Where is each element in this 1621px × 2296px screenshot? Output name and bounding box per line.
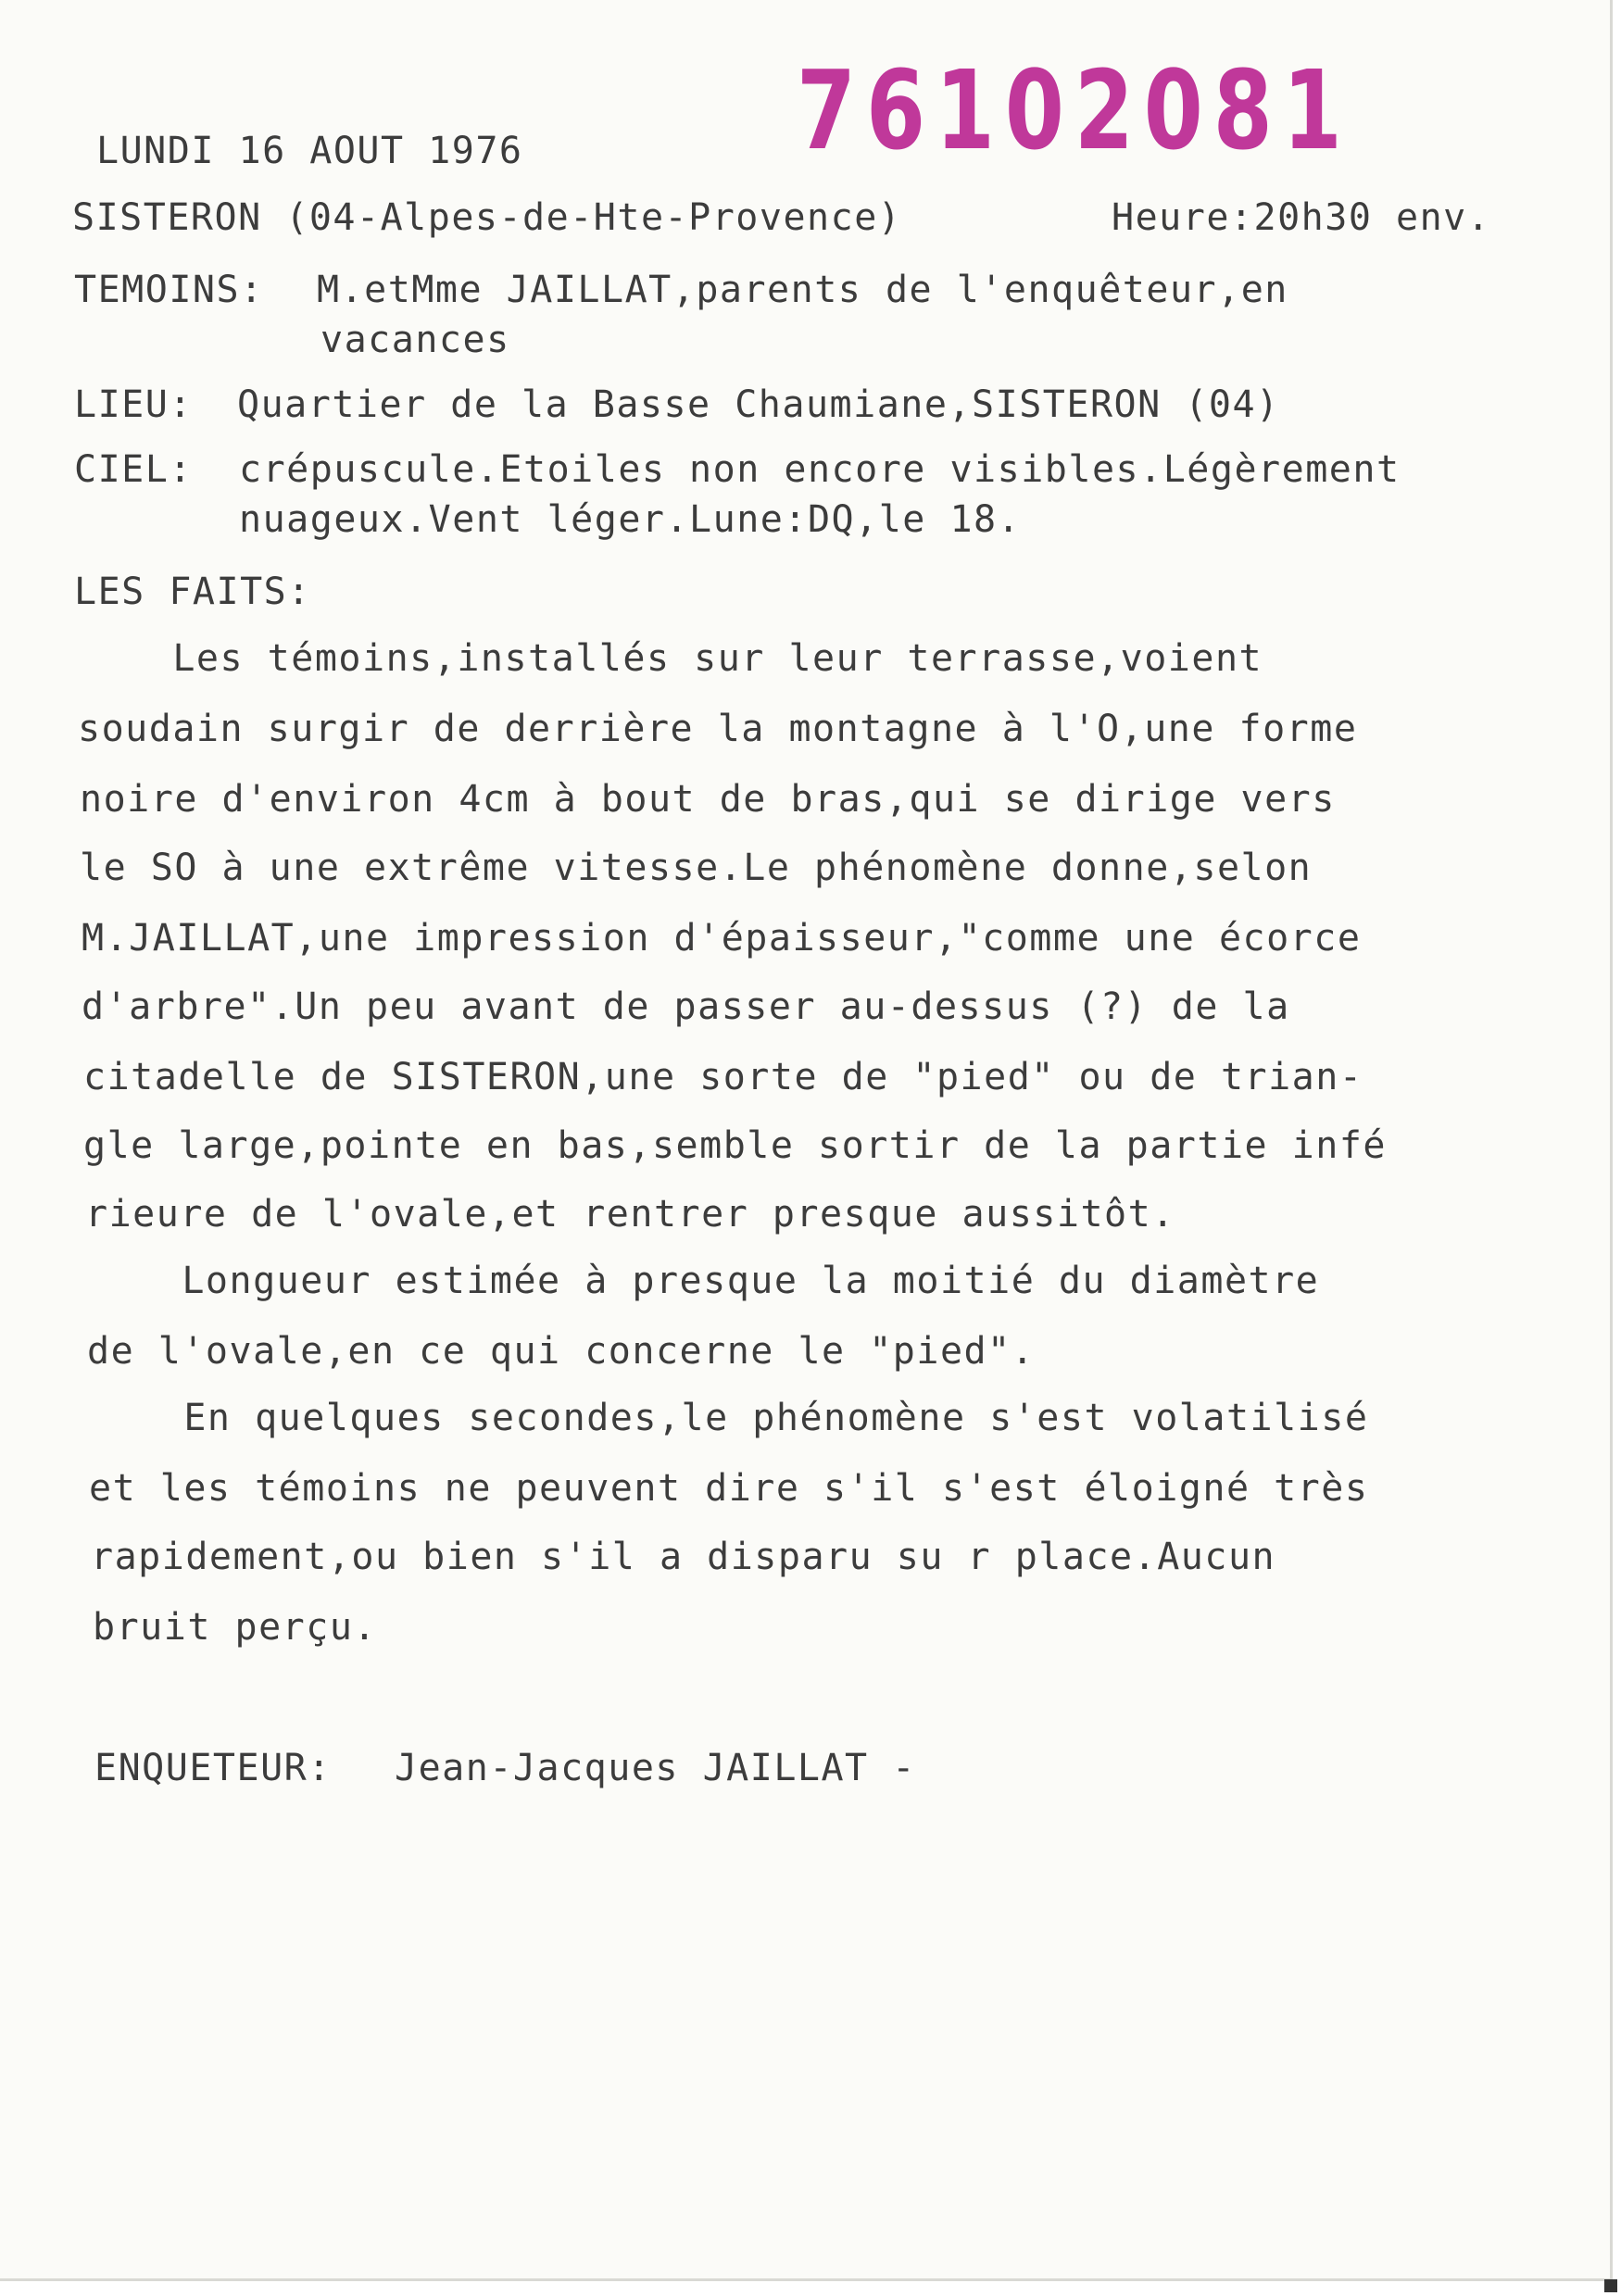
report-place: SISTERON (04-Alpes-de-Hte-Provence) — [72, 196, 902, 239]
facts-line: En quelques secondes,le phénomène s'est volatilisé — [89, 1397, 1369, 1439]
facts-line: soudain surgir de derrière la montagne à l'O,une forme — [78, 708, 1358, 750]
facts-line: Les témoins,installés sur leur terrasse,voient — [78, 637, 1263, 680]
facts-line: gle large,pointe en bas,semble sortir de la partie infé — [83, 1124, 1388, 1167]
investigator-name: Jean-Jacques JAILLAT - — [395, 1747, 916, 1789]
investigator-label: ENQUETEUR: — [94, 1747, 332, 1789]
location-text: Quartier de la Basse Chaumiane,SISTERON (04) — [237, 383, 1280, 426]
report-date: LUNDI 16 AOUT 1976 — [96, 130, 523, 172]
witnesses-label: TEMOINS: — [74, 269, 264, 311]
sky-line-1: crépuscule.Etoiles non encore visibles.Légèrement — [239, 448, 1401, 491]
facts-heading: LES FAITS: — [74, 571, 311, 613]
scan-corner-mark — [1604, 2279, 1617, 2292]
facts-line: rapidement,ou bien s'il a disparu su r place.Aucun — [91, 1536, 1276, 1578]
sky-label: CIEL: — [74, 448, 193, 491]
report-time: Heure:20h30 env. — [1112, 196, 1491, 239]
facts-line: M.JAILLAT,une impression d'épaisseur,"comme une écorce — [82, 917, 1362, 960]
facts-line: Longueur estimée à presque la moitié du diamètre — [87, 1260, 1320, 1302]
facts-line: noire d'environ 4cm à bout de bras,qui se dirige vers — [80, 778, 1336, 821]
facts-line: d'arbre".Un peu avant de passer au-dessus (?) de la — [82, 985, 1290, 1028]
case-number-stamp: 76102081 — [797, 46, 1352, 174]
facts-line: rieure de l'ovale,et rentrer presque aussitôt. — [85, 1193, 1175, 1236]
facts-line: et les témoins ne peuvent dire s'il s'est éloigné très — [89, 1467, 1369, 1510]
witnesses-line-1: M.etMme JAILLAT,parents de l'enquêteur,en — [317, 269, 1288, 311]
witnesses-line-2: vacances — [320, 319, 510, 361]
facts-line: le SO à une extrême vitesse.Le phénomène donne,selon — [80, 847, 1313, 889]
sky-line-2: nuageux.Vent léger.Lune:DQ,le 18. — [239, 498, 1022, 541]
facts-line: de l'ovale,en ce qui concerne le "pied". — [87, 1330, 1036, 1373]
facts-line: citadelle de SISTERON,une sorte de "pied" ou de trian- — [83, 1056, 1363, 1098]
location-label: LIEU: — [74, 383, 193, 426]
facts-line: bruit perçu. — [93, 1606, 377, 1649]
